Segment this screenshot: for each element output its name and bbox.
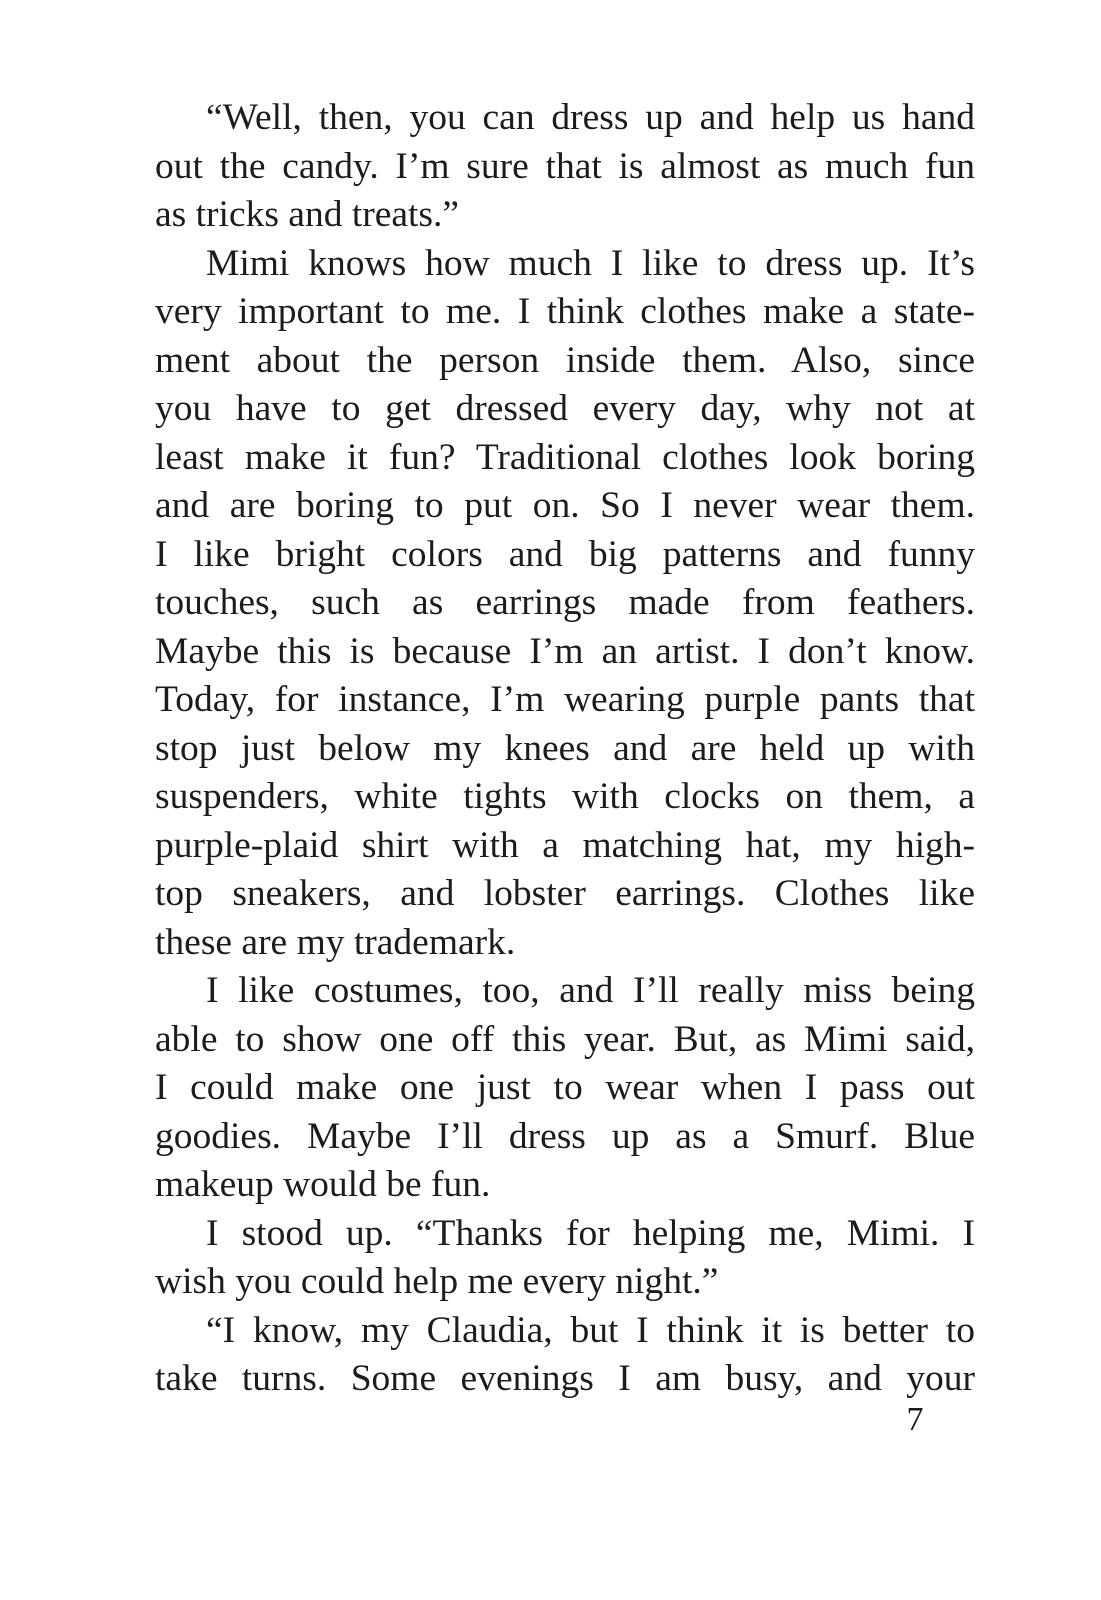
text-line: take turns. Some evenings I am busy, and your [155, 1358, 975, 1399]
text-line: Mimi knows how much I like to dress up. It’s [206, 242, 975, 284]
text-line: ment about the person inside them. Also, since [155, 339, 975, 381]
text-line: I stood up. “Thanks for helping me, Mimi. I [206, 1212, 975, 1254]
text-line: very important to me. I think clothes make a state- [155, 291, 975, 332]
text-line: out the candy. I’m sure that is almost as much fun [155, 145, 975, 187]
text-line: Today, for instance, I’m wearing purple pants that [155, 679, 975, 720]
text-line: I like bright colors and big patterns and funny [155, 533, 975, 575]
text-line: least make it fun? Traditional clothes look boring [155, 436, 975, 478]
text-line: suspenders, white tights with clocks on them, a [155, 776, 975, 817]
text-line: you have to get dressed every day, why not at [155, 388, 975, 429]
body-text [155, 94, 975, 1404]
text-line: makeup would be fun. [155, 1164, 491, 1205]
text-line: purple-plaid shirt with a matching hat, my high- [155, 824, 975, 866]
text-line: I could make one just to wear when I pass out [155, 1067, 975, 1108]
text-line: “Well, then, you can dress up and help us hand [206, 97, 975, 138]
text-line: these are my trademark. [155, 921, 516, 963]
text-line: “I know, my Claudia, but I think it is better to [206, 1309, 975, 1351]
text-line: I like costumes, too, and I’ll really miss being [206, 970, 975, 1011]
text-line: Maybe this is because I’m an artist. I don’t know. [155, 630, 975, 672]
text-line: wish you could help me every night.” [155, 1261, 719, 1302]
text-line: as tricks and treats.” [155, 194, 460, 235]
text-line: top sneakers, and lobster earrings. Clothes like [155, 873, 975, 914]
text-line: stop just below my knees and are held up with [155, 727, 975, 769]
text-line: able to show one off this year. But, as Mimi said, [155, 1018, 975, 1060]
page-number: 7 [906, 1401, 924, 1438]
text-line: touches, such as earrings made from feathers. [155, 582, 975, 623]
text-line: goodies. Maybe I’ll dress up as a Smurf. Blue [155, 1115, 975, 1157]
text-line: and are boring to put on. So I never wear them. [155, 485, 975, 526]
